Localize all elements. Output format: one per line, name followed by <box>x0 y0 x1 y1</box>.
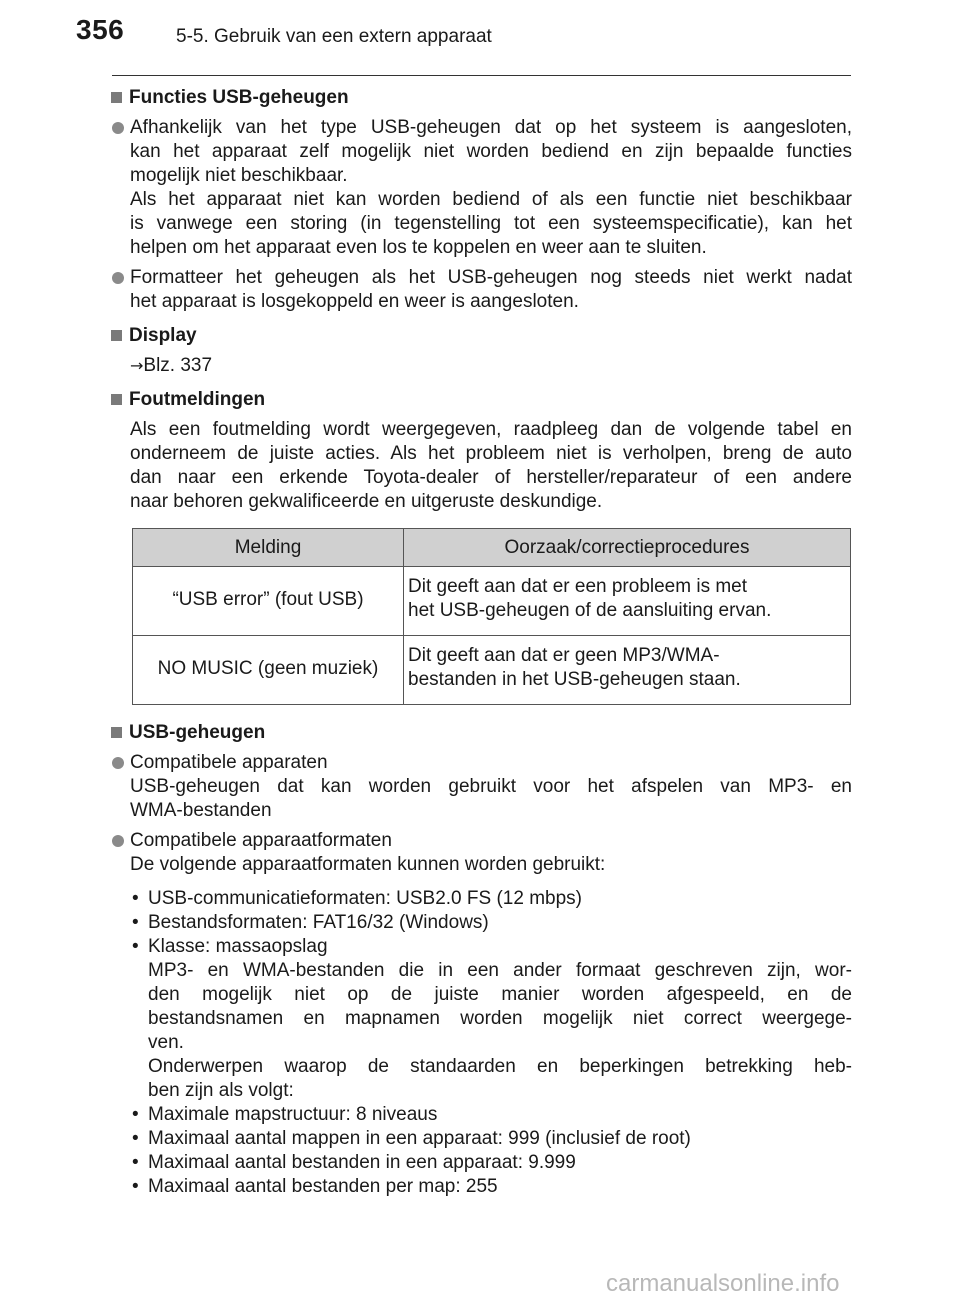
arrow-right-icon: → <box>130 356 144 375</box>
text-line: Compatibele apparaten <box>130 752 328 773</box>
table-cell-cause <box>404 567 851 636</box>
text-line: bestandsnamen en mapnamen worden mogelijk niet correct weergege- <box>148 1008 852 1029</box>
text-line: Als een foutmelding wordt weergegeven, raadpleeg dan de volgende tabel en <box>130 419 852 440</box>
square-bullet-icon <box>111 394 122 405</box>
text-line: het USB-geheugen of de aansluiting ervan. <box>408 600 772 621</box>
section-title: Functies USB-geheugen <box>129 87 349 108</box>
bullet-dot-icon: • <box>132 1176 139 1197</box>
table-cell-message: NO MUSIC (geen muziek) <box>133 636 404 705</box>
section-title: USB-geheugen <box>129 722 266 743</box>
list-item <box>130 1151 852 1175</box>
table-cell-message: “USB error” (fout USB) <box>133 567 404 636</box>
bullet-dot-icon: • <box>132 912 139 933</box>
list-item <box>130 911 852 935</box>
text-line: Formatteer het geheugen als het USB-geheugen nog steeds niet werkt nadat <box>130 267 852 288</box>
list-item-text: Maximaal aantal mappen in een apparaat: 999 (inclusief de root) <box>148 1128 691 1149</box>
text-line: USB-geheugen dat kan worden gebruikt voor het afspelen van MP3- en <box>130 776 852 797</box>
column-header-melding: Melding <box>133 529 404 567</box>
list-item <box>110 829 852 877</box>
table-cell-cause <box>404 636 851 705</box>
text-line: is vanwege een storing (in tegenstelling tot een systeemspecificatie), kan het <box>130 213 852 234</box>
list-item-text: Maximale mapstructuur: 8 niveaus <box>148 1104 438 1125</box>
text-line: bestanden in het USB-geheugen staan. <box>408 669 741 690</box>
list-item-text: Klasse: massaopslag <box>148 936 328 957</box>
list-item <box>130 1175 852 1199</box>
section-heading-usb <box>110 721 852 745</box>
list-item <box>130 1103 852 1127</box>
text-line: Als het apparaat niet kan worden bediend of als een functie niet beschikbaar <box>130 189 852 210</box>
text-line: den mogelijk niet op de juiste manier worden afgespeeld, en de <box>148 984 852 1005</box>
square-bullet-icon <box>111 330 122 341</box>
list-item <box>110 116 852 260</box>
square-bullet-icon <box>111 92 122 103</box>
text-line: onderneem de juiste acties. Als het probleem niet is verholpen, breng de auto <box>130 443 852 464</box>
circle-bullet-icon <box>112 272 124 284</box>
list-item <box>130 1127 852 1151</box>
bullet-dot-icon: • <box>132 888 139 909</box>
square-bullet-icon <box>111 727 122 738</box>
bullet-dot-icon: • <box>132 1104 139 1125</box>
text-line: ben zijn als volgt: <box>148 1080 294 1101</box>
page-content <box>110 86 852 1199</box>
format-list <box>110 887 852 1199</box>
list-item-text: USB-communicatieformaten: USB2.0 FS (12 mbps) <box>148 888 582 909</box>
list-item <box>110 751 852 823</box>
section-heading-display <box>110 324 852 348</box>
section-heading-functions <box>110 86 852 110</box>
column-header-oorzaak: Oorzaak/correctieprocedures <box>404 529 851 567</box>
text-line: Afhankelijk van het type USB-geheugen dat op het systeem is aangesloten, <box>130 117 852 138</box>
table-row <box>133 567 851 636</box>
table-row <box>133 636 851 705</box>
text-line: naar behoren gekwalificeerde en uitgeruste deskundige. <box>130 491 603 512</box>
list-item-text: Bestandsformaten: FAT16/32 (Windows) <box>148 912 489 933</box>
text-line: mogelijk niet beschikbaar. <box>130 165 348 186</box>
watermark: carmanualsonline.info <box>606 1270 840 1297</box>
text-line: ven. <box>148 1032 184 1053</box>
page-reference <box>110 354 852 378</box>
errors-intro <box>110 418 852 514</box>
section-title: Foutmeldingen <box>129 389 266 410</box>
bullet-dot-icon: • <box>132 1152 139 1173</box>
header-divider <box>112 75 851 76</box>
circle-bullet-icon <box>112 835 124 847</box>
text-line: MP3- en WMA-bestanden die in een ander formaat geschreven zijn, wor- <box>148 960 852 981</box>
section-title: Display <box>129 325 197 346</box>
list-item <box>130 887 852 911</box>
error-message-table <box>132 528 851 705</box>
text-line: kan het apparaat zelf mogelijk niet worden bediend en zijn bepaalde functies <box>130 141 852 162</box>
bullet-dot-icon: • <box>132 1128 139 1149</box>
text-line: helpen om het apparaat even los te koppelen en weer aan te sluiten. <box>130 237 707 258</box>
class-note <box>130 959 852 1103</box>
table-header-row <box>133 529 851 567</box>
list-item-text: Maximaal aantal bestanden in een apparaat: 9.999 <box>148 1152 576 1173</box>
text-line: Onderwerpen waarop de standaarden en beperkingen betrekking heb- <box>148 1056 852 1077</box>
list-item <box>110 266 852 314</box>
text-line: Compatibele apparaatformaten <box>130 830 392 851</box>
list-item <box>130 935 852 959</box>
text-line: WMA-bestanden <box>130 800 272 821</box>
reference-text: Blz. 337 <box>143 355 213 376</box>
circle-bullet-icon <box>112 757 124 769</box>
text-line: Dit geeft aan dat er een probleem is met <box>408 576 748 597</box>
circle-bullet-icon <box>112 122 124 134</box>
section-heading-errors <box>110 388 852 412</box>
text-line: Dit geeft aan dat er geen MP3/WMA- <box>408 645 720 666</box>
chapter-title: 5-5. Gebruik van een extern apparaat <box>176 26 492 47</box>
bullet-dot-icon: • <box>132 936 139 957</box>
list-item-text: Maximaal aantal bestanden per map: 255 <box>148 1176 498 1197</box>
text-line: het apparaat is losgekoppeld en weer is aangesloten. <box>130 291 579 312</box>
text-line: De volgende apparaatformaten kunnen worden gebruikt: <box>130 854 606 875</box>
text-line: dan naar een erkende Toyota-dealer of hersteller/reparateur of een andere <box>130 467 852 488</box>
page-number: 356 <box>76 14 125 45</box>
